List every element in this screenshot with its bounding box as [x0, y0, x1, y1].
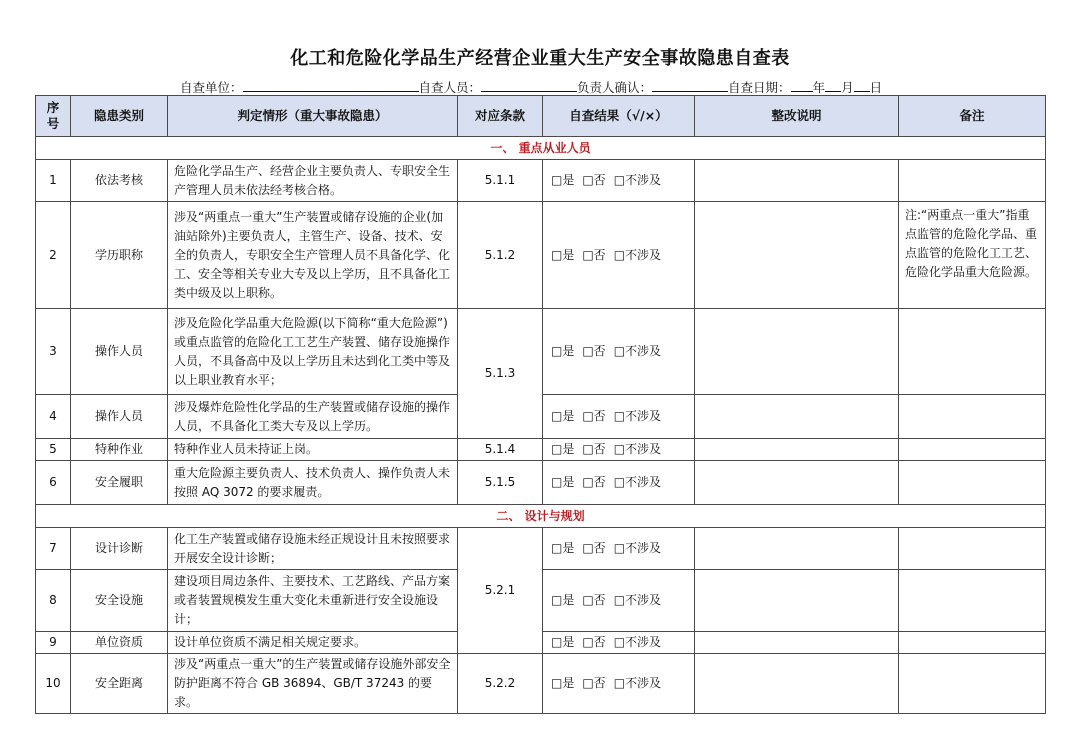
option-yes[interactable]: □是	[551, 344, 575, 358]
year-label: 年	[812, 80, 826, 95]
confirm-label: 负责人确认：	[577, 80, 653, 95]
person-label: 自查人员：	[418, 80, 482, 95]
row-category: 依法考核	[71, 160, 168, 202]
row-rectify[interactable]	[695, 202, 899, 309]
header-clause: 对应条款	[458, 96, 543, 137]
table-row	[36, 309, 1046, 395]
option-na[interactable]: □不涉及	[613, 635, 662, 649]
row-category: 安全履职	[71, 461, 168, 505]
option-yes[interactable]: □是	[551, 635, 575, 649]
header-row	[36, 96, 1046, 137]
row-clause: 5.1.3	[458, 309, 543, 439]
option-yes[interactable]: □是	[551, 593, 575, 607]
row-judgement: 设计单位资质不满足相关规定要求。	[168, 632, 458, 654]
option-no[interactable]: □否	[582, 676, 606, 690]
option-yes[interactable]: □是	[551, 676, 575, 690]
option-na[interactable]: □不涉及	[613, 344, 662, 358]
option-no[interactable]: □否	[582, 475, 606, 489]
table-row	[36, 528, 1046, 570]
row-rectify[interactable]	[695, 528, 899, 570]
row-result	[543, 309, 695, 395]
row-result	[543, 202, 695, 309]
row-no: 1	[36, 160, 71, 202]
option-no[interactable]: □否	[582, 593, 606, 607]
row-judgement: 化工生产装置或储存设施未经正规设计且未按照要求开展安全设计诊断；	[168, 528, 458, 570]
row-rectify[interactable]	[695, 461, 899, 505]
option-no[interactable]: □否	[582, 635, 606, 649]
row-judgement: 涉及爆炸危险性化学品的生产装置或储存设施的操作人员，不具备化工类大专及以上学历。	[168, 395, 458, 439]
year-blank[interactable]	[791, 79, 813, 92]
row-result	[543, 632, 695, 654]
option-no[interactable]: □否	[582, 442, 606, 456]
row-result	[543, 654, 695, 714]
table-row	[36, 461, 1046, 505]
row-remark	[899, 160, 1046, 202]
option-yes[interactable]: □是	[551, 475, 575, 489]
option-na[interactable]: □不涉及	[613, 541, 662, 555]
row-result	[543, 528, 695, 570]
section-row	[36, 505, 1046, 528]
section-row	[36, 137, 1046, 160]
option-na[interactable]: □不涉及	[613, 173, 662, 187]
confirm-blank[interactable]	[652, 79, 728, 92]
row-judgement: 涉及危险化学品重大危险源(以下简称“重大危险源”)或重点监管的危险化工工艺生产装置、储存设施操作人员，不具备高中及以上学历且未达到化工类中等及以上职业教育水平；	[168, 309, 458, 395]
row-no: 2	[36, 202, 71, 309]
section-label: 二、 设计与规划	[36, 505, 1046, 528]
row-remark	[899, 528, 1046, 570]
option-na[interactable]: □不涉及	[613, 676, 662, 690]
row-clause: 5.1.5	[458, 461, 543, 505]
person-blank[interactable]	[481, 79, 577, 92]
row-result	[543, 160, 695, 202]
row-clause: 5.1.2	[458, 202, 543, 309]
header-result: 自查结果（√/×）	[543, 96, 695, 137]
row-remark	[899, 309, 1046, 395]
option-yes[interactable]: □是	[551, 247, 575, 262]
table-row	[36, 654, 1046, 714]
row-rectify[interactable]	[695, 632, 899, 654]
row-category: 特种作业	[71, 439, 168, 461]
meta-line	[180, 78, 882, 96]
row-category: 安全设施	[71, 570, 168, 632]
row-remark	[899, 632, 1046, 654]
row-rectify[interactable]	[695, 570, 899, 632]
row-no: 5	[36, 439, 71, 461]
option-no[interactable]: □否	[582, 344, 606, 358]
row-rectify[interactable]	[695, 439, 899, 461]
row-clause: 5.1.4	[458, 439, 543, 461]
row-rectify[interactable]	[695, 160, 899, 202]
table-row	[36, 439, 1046, 461]
row-remark	[899, 654, 1046, 714]
row-result	[543, 461, 695, 505]
section-label: 一、 重点从业人员	[36, 137, 1046, 160]
option-na[interactable]: □不涉及	[613, 593, 662, 607]
row-result	[543, 439, 695, 461]
row-result	[543, 395, 695, 439]
row-rectify[interactable]	[695, 309, 899, 395]
row-judgement: 特种作业人员未持证上岗。	[168, 439, 458, 461]
day-label: 日	[869, 80, 883, 95]
header-remark: 备注	[899, 96, 1046, 137]
row-no: 7	[36, 528, 71, 570]
row-clause: 5.2.2	[458, 654, 543, 714]
option-yes[interactable]: □是	[551, 409, 575, 423]
page-title: 化工和危险化学品生产经营企业重大生产安全事故隐患自查表	[290, 48, 790, 69]
row-no: 4	[36, 395, 71, 439]
row-judgement: 危险化学品生产、经营企业主要负责人、专职安全生产管理人员未依法经考核合格。	[168, 160, 458, 202]
header-judgement: 判定情形（重大事故隐患）	[168, 96, 458, 137]
header-rectify: 整改说明	[695, 96, 899, 137]
option-yes[interactable]: □是	[551, 173, 575, 187]
option-na[interactable]: □不涉及	[613, 475, 662, 489]
option-yes[interactable]: □是	[551, 541, 575, 555]
row-judgement: 建设项目周边条件、主要技术、工艺路线、产品方案或者装置规模发生重大变化未重新进行安全设施设计；	[168, 570, 458, 632]
header-no: 序号	[36, 96, 71, 137]
month-blank[interactable]	[825, 79, 841, 92]
row-no: 8	[36, 570, 71, 632]
option-no[interactable]: □否	[582, 247, 606, 262]
date-label: 自查日期：	[728, 80, 791, 95]
unit-label: 自查单位：	[180, 80, 243, 95]
row-no: 6	[36, 461, 71, 505]
unit-blank[interactable]	[243, 79, 419, 92]
row-rectify[interactable]	[695, 654, 899, 714]
row-remark	[899, 395, 1046, 439]
option-na[interactable]: □不涉及	[613, 409, 662, 423]
row-clause: 5.2.1	[458, 528, 543, 654]
row-remark	[899, 461, 1046, 505]
row-no: 9	[36, 632, 71, 654]
row-remark	[899, 570, 1046, 632]
checklist-table	[35, 95, 1046, 714]
option-na[interactable]: □不涉及	[613, 247, 662, 262]
row-rectify[interactable]	[695, 395, 899, 439]
row-remark	[899, 439, 1046, 461]
row-category: 学历职称	[71, 202, 168, 309]
row-result	[543, 570, 695, 632]
table-row	[36, 202, 1046, 309]
table-row	[36, 160, 1046, 202]
row-judgement: 重大危险源主要负责人、技术负责人、操作负责人未按照 AQ 3072 的要求履责。	[168, 461, 458, 505]
day-blank[interactable]	[854, 79, 870, 92]
option-na[interactable]: □不涉及	[613, 442, 662, 456]
option-yes[interactable]: □是	[551, 442, 575, 456]
row-category: 安全距离	[71, 654, 168, 714]
header-category: 隐患类别	[71, 96, 168, 137]
row-remark: 注:“两重点一重大”指重点监管的危险化学品、重点监管的危险化工工艺、危险化学品重大危险源。	[899, 202, 1046, 309]
option-no[interactable]: □否	[582, 409, 606, 423]
row-judgement: 涉及“两重点一重大”的生产装置或储存设施外部安全防护距离不符合 GB 36894、GB/T 37243 的要求。	[168, 654, 458, 714]
row-no: 10	[36, 654, 71, 714]
row-category: 操作人员	[71, 395, 168, 439]
row-clause: 5.1.1	[458, 160, 543, 202]
row-judgement: 涉及“两重点一重大”生产装置或储存设施的企业(加油站除外)主要负责人，主管生产、设备、技术、安全的负责人，专职安全生产管理人员不具备化学、化工、安全等相关专业大专及以上学历，且不具备化工类中级及以上职称。	[168, 202, 458, 309]
row-no: 3	[36, 309, 71, 395]
row-category: 设计诊断	[71, 528, 168, 570]
row-category: 操作人员	[71, 309, 168, 395]
row-category: 单位资质	[71, 632, 168, 654]
option-no[interactable]: □否	[582, 541, 606, 555]
month-label: 月	[841, 80, 854, 95]
option-no[interactable]: □否	[582, 173, 606, 187]
